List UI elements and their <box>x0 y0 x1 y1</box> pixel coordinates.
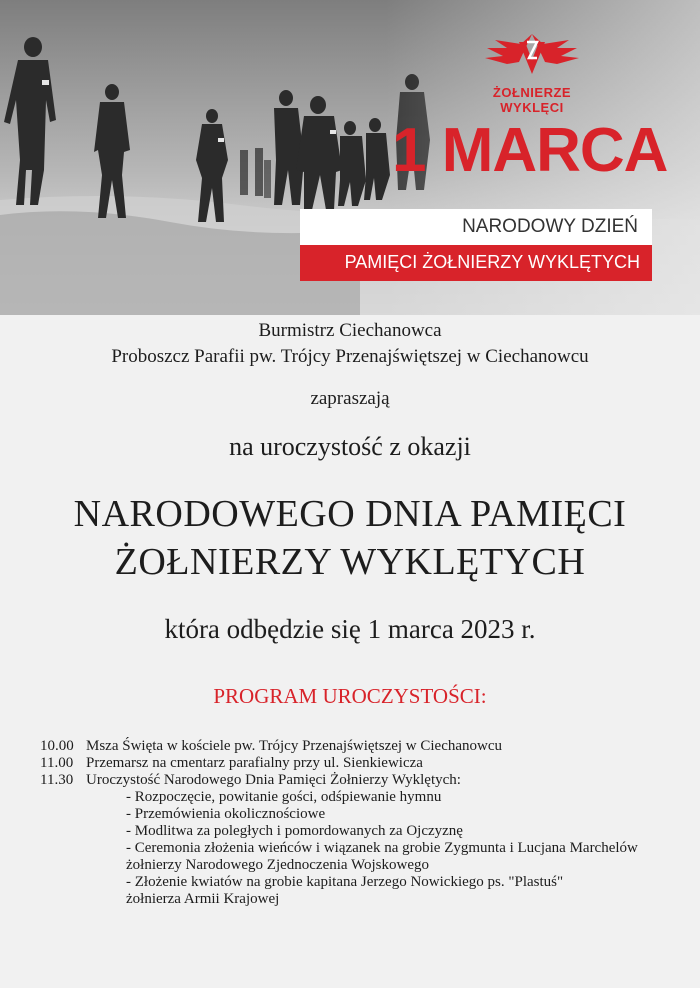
program-desc: Uroczystość Narodowego Dnia Pamięci Żołnierzy Wyklętych: <box>86 772 461 788</box>
subitem: - Rozpoczęcie, powitanie gości, odśpiewanie hymnu <box>126 789 442 805</box>
program-time: 10.00 <box>40 738 74 754</box>
subitem: - Złożenie kwiatów na grobie kapitana Jerzego Nowickiego ps. "Plastuś" żołnierza Armii Krajowej <box>126 874 564 907</box>
program-time: 11.30 <box>40 772 74 788</box>
event-title-line2: ŻOŁNIERZY WYKLĘTYCH <box>114 541 586 583</box>
eagle-wings-icon <box>477 28 587 80</box>
inviter-parish: Proboszcz Parafii pw. Trójcy Przenajświętszej w Ciechanowcu <box>111 346 589 367</box>
program-item <box>40 755 680 772</box>
header-photo <box>0 0 700 315</box>
event-date: która odbędzie się 1 marca 2023 r. <box>164 614 536 644</box>
logo-line2: WYKLĘCI <box>500 100 564 115</box>
band-white-text: NARODOWY DZIEŃ <box>462 216 638 237</box>
event-title <box>0 490 700 586</box>
program-item <box>40 738 680 755</box>
subitem: - Modlitwa za poległych i pomordowanych za Ojczyznę <box>126 823 463 839</box>
zolnierze-wykleci-logo <box>472 28 592 115</box>
program-title: PROGRAM UROCZYSTOŚCI: <box>213 684 487 708</box>
band-red-text: PAMIĘCI ŻOŁNIERZY WYKLĘTYCH <box>344 252 640 272</box>
program-desc: Przemarsz na cmentarz parafialny przy ul. Sienkiewicza <box>86 755 423 771</box>
band-red <box>300 245 652 281</box>
program-time: 11.00 <box>40 755 74 771</box>
program-list <box>40 738 680 908</box>
logo-line1: ŻOŁNIERZE <box>492 85 572 100</box>
date-heading: 1 MARCA <box>392 116 668 185</box>
subitem: - Ceremonia złożenia wieńców i wiązanek na grobie Zygmunta i Lucjana Marchelów żołnierzy Narodowego Zjednoczenia Wojskowego <box>126 840 638 873</box>
subitem: - Przemówienia okolicznościowe <box>126 806 326 822</box>
invite-verb: zapraszają <box>310 388 390 409</box>
inviters <box>0 318 700 370</box>
program-desc: Msza Święta w kościele pw. Trójcy Przenajświętszej w Ciechanowcu <box>86 738 503 754</box>
inviter-mayor: Burmistrz Ciechanowca <box>258 320 442 341</box>
program-subitems <box>126 789 680 908</box>
event-title-line1: NARODOWEGO DNIA PAMIĘCI <box>73 493 627 535</box>
band-white <box>300 209 652 245</box>
occasion-text: na uroczystość z okazji <box>229 432 471 461</box>
program-item <box>40 772 680 789</box>
